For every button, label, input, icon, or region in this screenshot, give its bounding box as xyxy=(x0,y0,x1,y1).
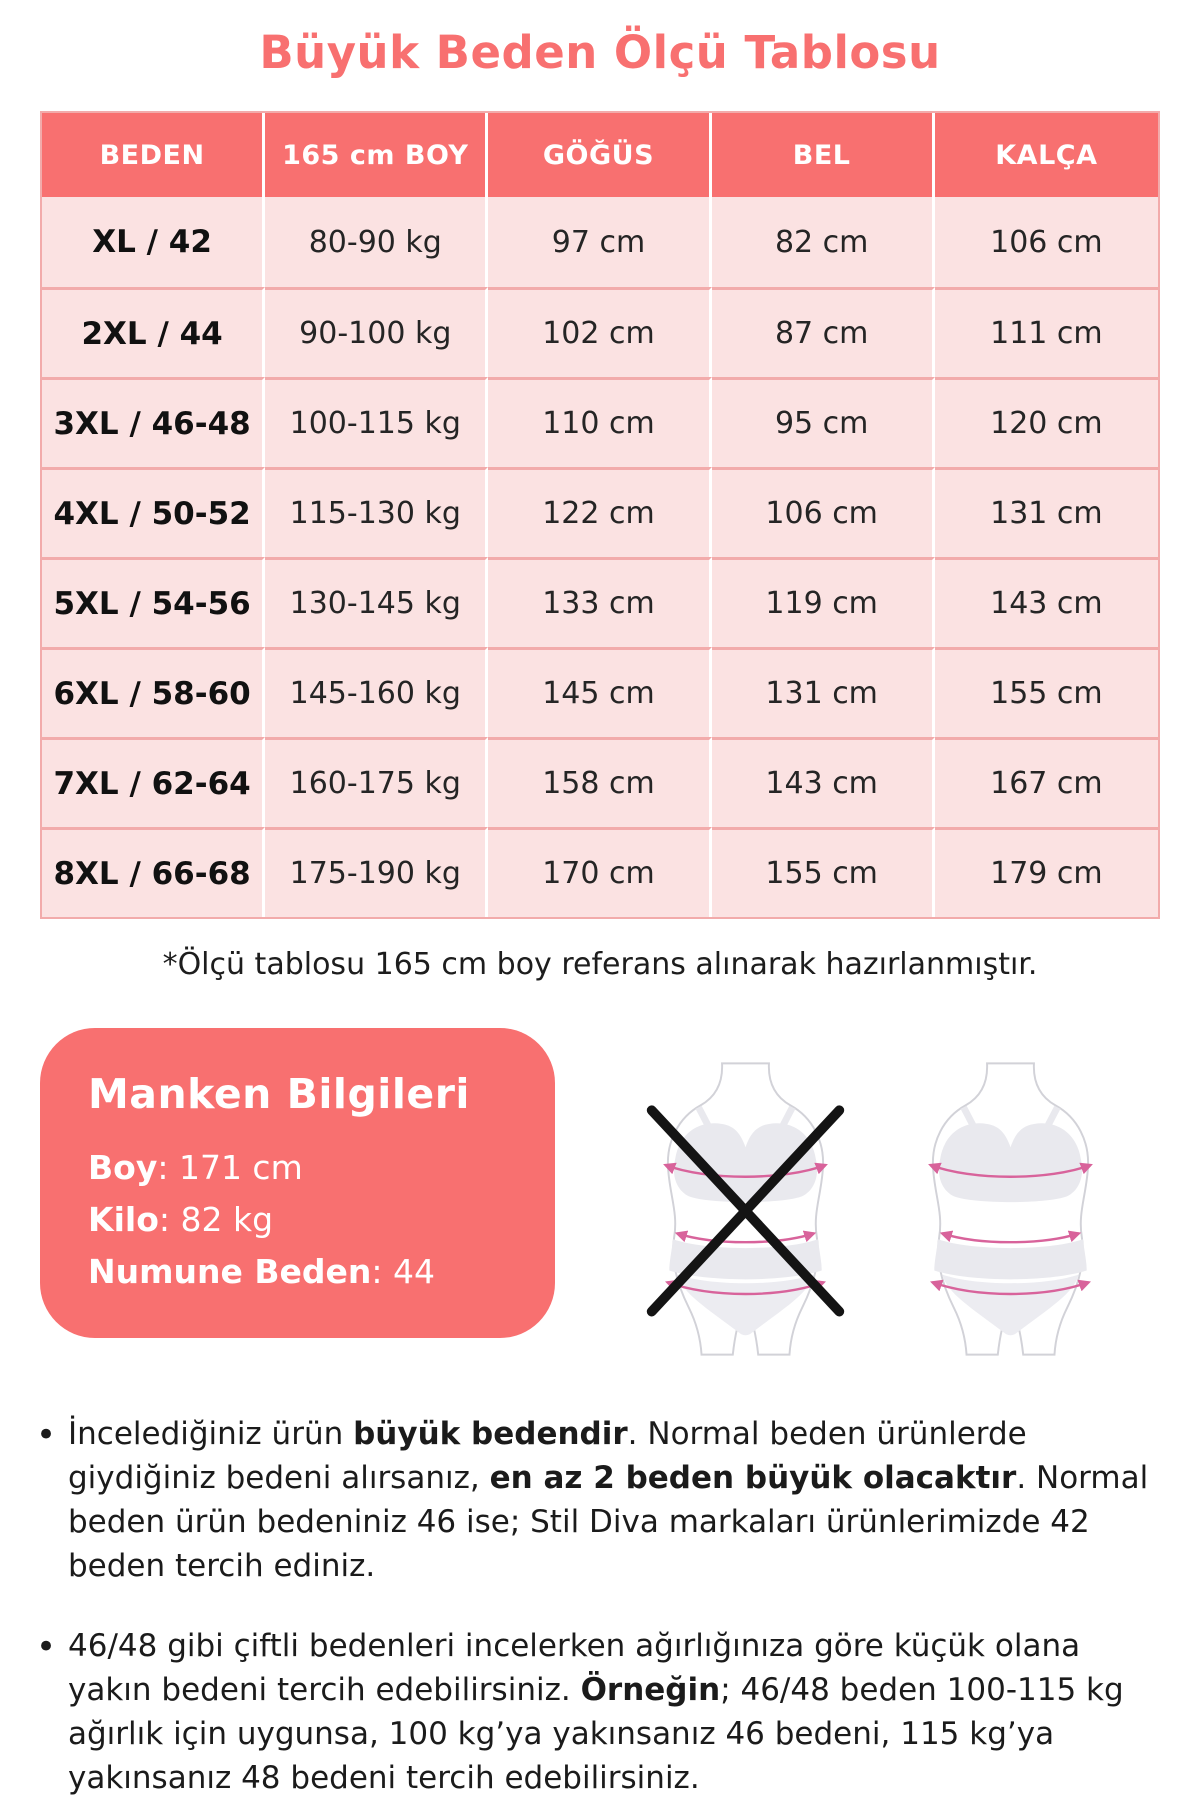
model-info-line: Numune Beden: 44 xyxy=(88,1252,435,1292)
value-cell: 97 cm xyxy=(488,197,711,287)
value-cell: 143 cm xyxy=(712,737,935,827)
table-row xyxy=(42,467,1158,557)
value-cell: 160-175 kg xyxy=(265,737,488,827)
value-cell: 106 cm xyxy=(712,467,935,557)
value-cell: 155 cm xyxy=(935,647,1158,737)
page-title: Büyük Beden Ölçü Tablosu xyxy=(259,26,941,79)
size-table xyxy=(40,111,1160,919)
note-item: • 46/48 gibi çiftli bedenleri incelerken ağırlığınıza göre küçük olana yakın bedeni tercih edebilirsiniz. Örneğin; 46/48 beden 100-115 kg ağırlık için uygunsa, 100 kg’ya yakınsanız 46 bedeni, 115 kg’ya yakınsanız 48 bedeni tercih edebilirsiniz. xyxy=(30,1624,1170,1800)
model-info-line: Boy: 171 cm xyxy=(88,1148,303,1187)
value-cell: 95 cm xyxy=(712,377,935,467)
table-header-row xyxy=(42,113,1158,197)
value-cell: 145-160 kg xyxy=(265,647,488,737)
model-info-section xyxy=(0,1028,1200,1358)
value-cell: 80-90 kg xyxy=(265,197,488,287)
value-cell: 122 cm xyxy=(488,467,711,557)
notes-list xyxy=(30,1412,1170,1800)
size-cell: 2XL / 44 xyxy=(42,287,265,377)
value-cell: 111 cm xyxy=(935,287,1158,377)
value-cell: 87 cm xyxy=(712,287,935,377)
note-item: • İncelediğiniz ürün büyük bedendir. Normal beden ürünlerde giydiğiniz bedeni alırsanız, en az 2 beden büyük olacaktır. Normal beden ürün bedeniniz 46 ise; Stil Diva markaları ürünlerimizde 42 beden tercih ediniz. xyxy=(30,1412,1170,1588)
value-cell: 133 cm xyxy=(488,557,711,647)
value-cell: 175-190 kg xyxy=(265,827,488,917)
table-row xyxy=(42,737,1158,827)
model-info-box xyxy=(40,1028,555,1338)
value-cell: 167 cm xyxy=(935,737,1158,827)
value-cell: 115-130 kg xyxy=(265,467,488,557)
column-header: 165 cm BOY xyxy=(265,113,488,197)
value-cell: 120 cm xyxy=(935,377,1158,467)
table-row xyxy=(42,197,1158,287)
value-cell: 110 cm xyxy=(488,377,711,467)
size-cell: 8XL / 66-68 xyxy=(42,827,265,917)
model-info-lines xyxy=(88,1142,507,1298)
size-cell: 5XL / 54-56 xyxy=(42,557,265,647)
value-cell: 106 cm xyxy=(935,197,1158,287)
table-row xyxy=(42,827,1158,917)
size-cell: XL / 42 xyxy=(42,197,265,287)
model-info-line: Kilo: 82 kg xyxy=(88,1200,274,1240)
size-cell: 3XL / 46-48 xyxy=(42,377,265,467)
column-header: BEDEN xyxy=(42,113,265,197)
value-cell: 143 cm xyxy=(935,557,1158,647)
table-footnote: *Ölçü tablosu 165 cm boy referans alınarak hazırlanmıştır. xyxy=(162,947,1038,982)
value-cell: 131 cm xyxy=(712,647,935,737)
value-cell: 130-145 kg xyxy=(265,557,488,647)
column-header: BEL xyxy=(712,113,935,197)
value-cell: 82 cm xyxy=(712,197,935,287)
value-cell: 90-100 kg xyxy=(265,287,488,377)
column-header: KALÇA xyxy=(935,113,1158,197)
column-header: GÖĞÜS xyxy=(488,113,711,197)
size-cell: 7XL / 62-64 xyxy=(42,737,265,827)
crossed-body-figure xyxy=(638,1058,853,1358)
value-cell: 158 cm xyxy=(488,737,711,827)
size-cell: 6XL / 58-60 xyxy=(42,647,265,737)
measurement-figures xyxy=(555,1028,1200,1358)
value-cell: 100-115 kg xyxy=(265,377,488,467)
size-table-body xyxy=(42,197,1158,917)
value-cell: 131 cm xyxy=(935,467,1158,557)
body-figure xyxy=(903,1058,1118,1358)
table-row xyxy=(42,287,1158,377)
value-cell: 145 cm xyxy=(488,647,711,737)
value-cell: 102 cm xyxy=(488,287,711,377)
value-cell: 179 cm xyxy=(935,827,1158,917)
table-row xyxy=(42,557,1158,647)
size-cell: 4XL / 50-52 xyxy=(42,467,265,557)
model-info-title: Manken Bilgileri xyxy=(88,1070,470,1118)
value-cell: 155 cm xyxy=(712,827,935,917)
value-cell: 119 cm xyxy=(712,557,935,647)
value-cell: 170 cm xyxy=(488,827,711,917)
table-row xyxy=(42,647,1158,737)
table-row xyxy=(42,377,1158,467)
